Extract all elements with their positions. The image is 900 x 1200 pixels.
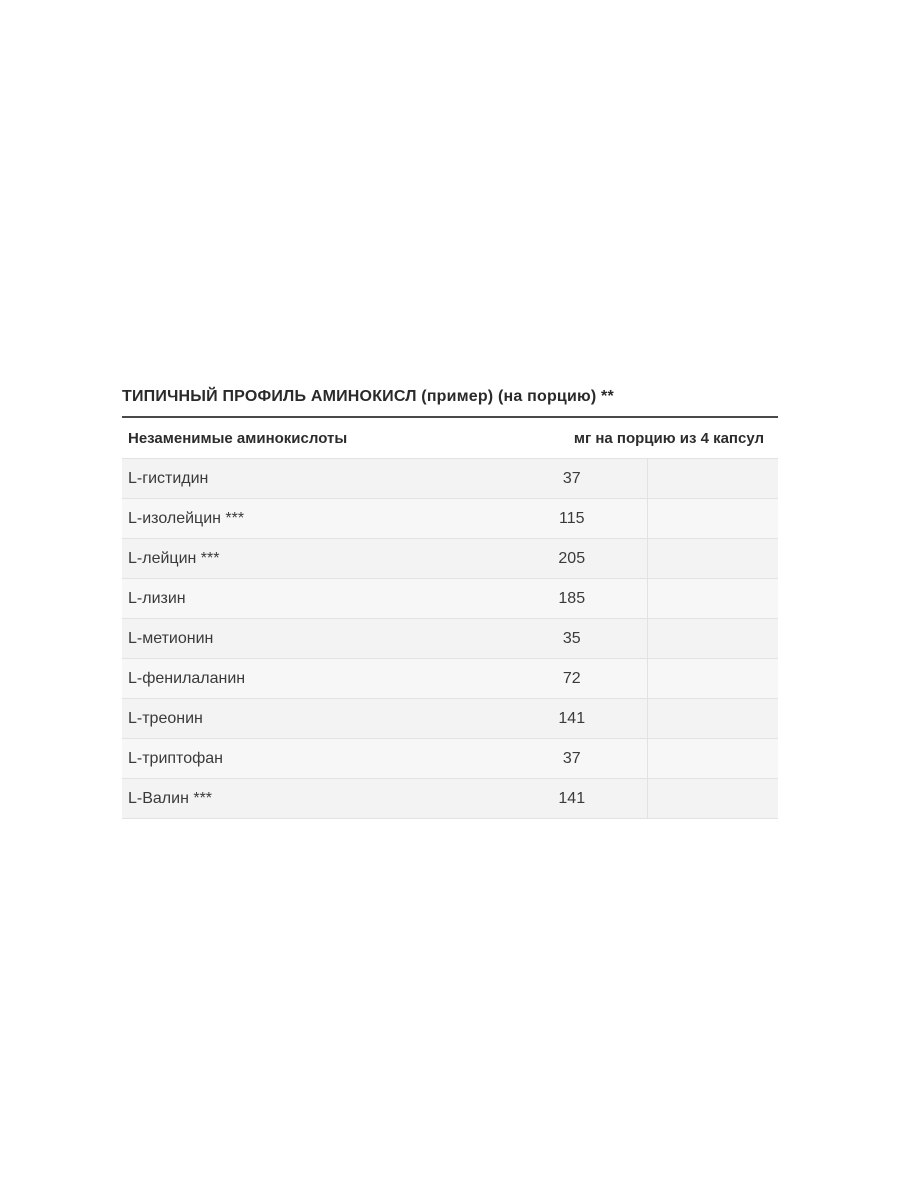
table-row [122,499,778,539]
empty-cell [647,579,778,619]
amino-acid-amount: 37 [497,459,647,499]
amino-acid-amount: 35 [497,619,647,659]
amino-acid-name: L-лейцин *** [122,539,497,579]
amino-acid-amount: 185 [497,579,647,619]
amino-acid-name: L-фенилаланин [122,659,497,699]
table-row [122,739,778,779]
profile-title: ТИПИЧНЫЙ ПРОФИЛЬ АМИНОКИСЛ (пример) (на порцию) ** [122,386,778,418]
amino-acid-table [122,418,778,819]
amino-acid-amount: 115 [497,499,647,539]
empty-cell [647,539,778,579]
table-row [122,579,778,619]
table-row [122,539,778,579]
amino-acid-amount: 141 [497,779,647,819]
amino-acid-amount: 205 [497,539,647,579]
empty-cell [647,779,778,819]
amino-acid-name: L-гистидин [122,459,497,499]
header-amino-acids: Незаменимые аминокислоты [122,418,497,459]
table-header-row [122,418,778,459]
table-row [122,779,778,819]
table-row [122,459,778,499]
empty-cell [647,619,778,659]
amino-acid-name: L-треонин [122,699,497,739]
amino-acid-name: L-триптофан [122,739,497,779]
amino-acid-name: L-изолейцин *** [122,499,497,539]
amino-acid-amount: 72 [497,659,647,699]
header-amount: мг на порцию из 4 капсул [497,418,778,459]
empty-cell [647,459,778,499]
empty-cell [647,659,778,699]
empty-cell [647,739,778,779]
empty-cell [647,699,778,739]
amino-acid-name: L-Валин *** [122,779,497,819]
empty-cell [647,499,778,539]
amino-acid-name: L-лизин [122,579,497,619]
amino-acid-profile-panel [122,386,778,819]
amino-acid-amount: 141 [497,699,647,739]
table-row [122,619,778,659]
table-row [122,659,778,699]
table-row [122,699,778,739]
amino-acid-name: L-метионин [122,619,497,659]
amino-acid-amount: 37 [497,739,647,779]
